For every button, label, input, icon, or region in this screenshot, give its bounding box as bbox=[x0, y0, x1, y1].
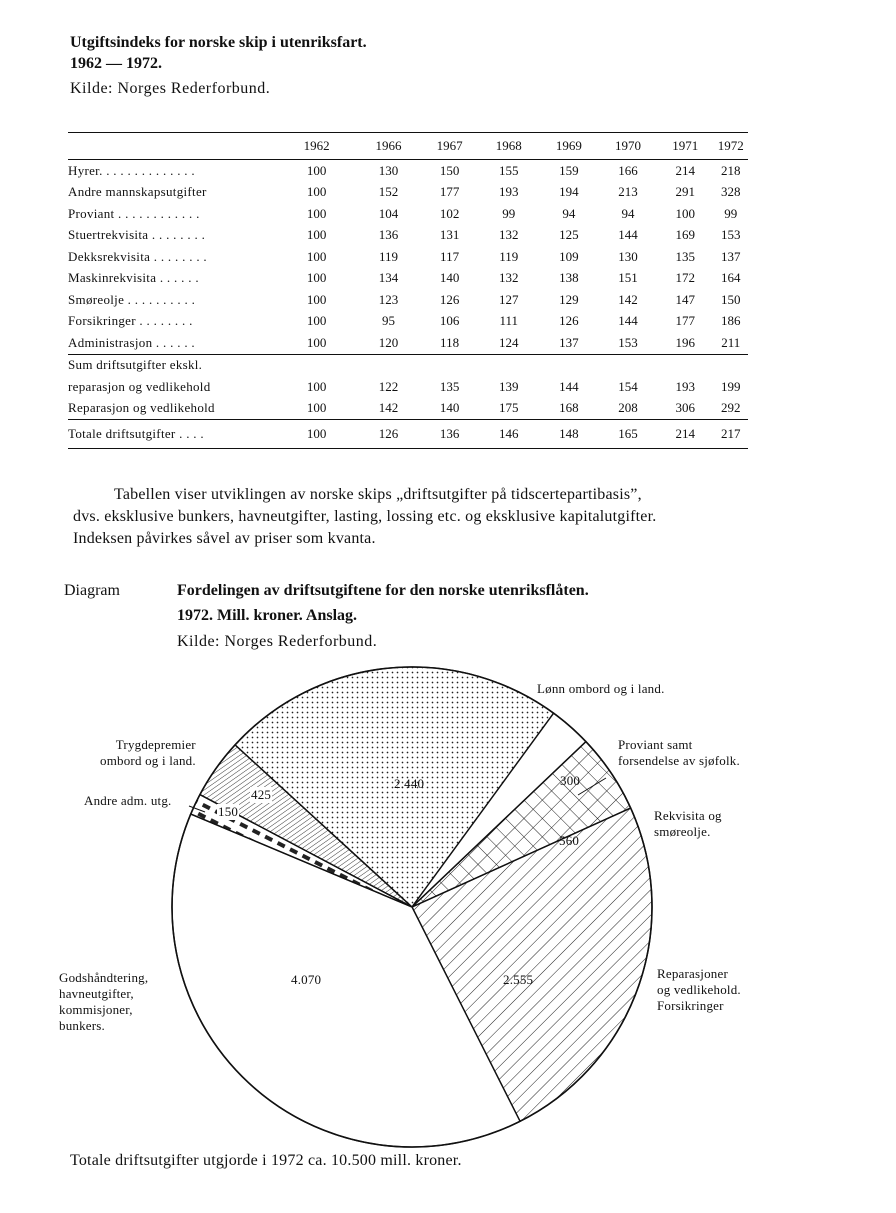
table-cell: 123 bbox=[378, 291, 399, 307]
row-label: Stuertrekvisita . . . . . . . . bbox=[68, 227, 206, 243]
table-cell: 127 bbox=[498, 291, 519, 307]
table-cell: 131 bbox=[439, 227, 460, 243]
table-cell: 152 bbox=[378, 184, 399, 200]
table-cell: 120 bbox=[378, 334, 399, 350]
paragraph-line-3: Indeksen påvirkes såvel av priser som kvanta. bbox=[73, 530, 376, 547]
slice-category-label: Andre adm. utg. bbox=[84, 793, 172, 808]
table-cell: 109 bbox=[559, 248, 579, 264]
table-cell: 136 bbox=[420, 420, 478, 449]
table-cell: 146 bbox=[479, 420, 539, 449]
row-label: Proviant . . . . . . . . . . . . bbox=[68, 205, 200, 221]
table-cell: 135 bbox=[439, 378, 460, 394]
table-cell: 126 bbox=[357, 420, 421, 449]
table-cell: 99 bbox=[502, 205, 516, 221]
table-cell: 117 bbox=[440, 248, 460, 264]
slice-category-label: Godshåndtering, havneutgifter, kommisjoner, bunkers. bbox=[59, 970, 149, 1033]
column-header: 1972 bbox=[713, 133, 748, 160]
table-cell: 193 bbox=[675, 378, 695, 394]
table-cell: 134 bbox=[378, 270, 399, 286]
column-header: 1971 bbox=[657, 133, 713, 160]
table-cell: 126 bbox=[559, 313, 579, 329]
column-header: 1970 bbox=[599, 133, 657, 160]
table-cell: 129 bbox=[559, 291, 579, 307]
table-cell: 172 bbox=[675, 270, 695, 286]
table-cell: 194 bbox=[559, 184, 579, 200]
table-cell: 132 bbox=[498, 270, 519, 286]
paragraph-line-1: Tabellen viser utviklingen av norske skips „driftsutgifter på tidscertepartibasis”, bbox=[114, 486, 642, 503]
row-label: Forsikringer . . . . . . . . bbox=[68, 313, 193, 329]
table-cell: 125 bbox=[559, 227, 579, 243]
table-cell: 94 bbox=[562, 205, 576, 221]
table-cell: 106 bbox=[439, 313, 460, 329]
table-cell: 199 bbox=[720, 378, 741, 394]
table-title: Utgiftsindeks for norske skip i utenriksfart. bbox=[70, 34, 367, 51]
table-cell: 100 bbox=[306, 184, 327, 200]
table-cell: 144 bbox=[559, 378, 579, 394]
table-cell: 291 bbox=[675, 184, 695, 200]
table-cell: 150 bbox=[720, 291, 741, 307]
slice-value-label: 300 bbox=[560, 773, 581, 788]
table-cell: 214 bbox=[657, 420, 713, 449]
table-cell: 126 bbox=[439, 291, 460, 307]
table-cell: 175 bbox=[498, 400, 519, 416]
table-cell: 100 bbox=[306, 162, 327, 178]
table-cell: 104 bbox=[378, 205, 399, 221]
column-header: 1967 bbox=[420, 133, 478, 160]
table-cell: 292 bbox=[720, 400, 741, 416]
column-header: 1966 bbox=[357, 133, 421, 160]
slice-value-label: 560 bbox=[559, 833, 580, 848]
table-cell: 165 bbox=[599, 420, 657, 449]
table-cell: 130 bbox=[618, 248, 638, 264]
table-cell: 144 bbox=[618, 313, 638, 329]
table-cell: 119 bbox=[499, 248, 519, 264]
table-cell: 208 bbox=[618, 400, 638, 416]
table-cell: 147 bbox=[675, 291, 695, 307]
table-cell: 193 bbox=[498, 184, 519, 200]
table-cell: 164 bbox=[720, 270, 741, 286]
table-cell: 137 bbox=[720, 248, 741, 264]
row-label: Reparasjon og vedlikehold bbox=[68, 400, 215, 416]
table-cell: 218 bbox=[720, 162, 741, 178]
row-label: Hyrer. . . . . . . . . . . . . . bbox=[68, 162, 195, 178]
table-cell: 186 bbox=[720, 313, 741, 329]
table-cell: 306 bbox=[675, 400, 695, 416]
table-cell: 168 bbox=[559, 400, 579, 416]
table-cell: 119 bbox=[379, 248, 399, 264]
table-cell: 100 bbox=[306, 378, 327, 394]
table-cell: 100 bbox=[306, 313, 327, 329]
slice-value-label: 2.440 bbox=[394, 776, 425, 791]
table-cell: 122 bbox=[378, 378, 399, 394]
row-label: Maskinrekvisita . . . . . . bbox=[68, 270, 199, 286]
table-cell: 100 bbox=[277, 420, 357, 449]
table-cell: 214 bbox=[675, 162, 695, 178]
table-cell: 177 bbox=[675, 313, 695, 329]
row-label: reparasjon og vedlikehold bbox=[68, 378, 211, 394]
table-cell: 100 bbox=[306, 248, 327, 264]
table-cell: 211 bbox=[721, 334, 741, 350]
table-cell: 94 bbox=[621, 205, 635, 221]
table-cell: 100 bbox=[306, 227, 327, 243]
row-label: Smøreolje . . . . . . . . . . bbox=[68, 291, 196, 307]
table-cell: 99 bbox=[724, 205, 738, 221]
table-cell: 139 bbox=[498, 378, 519, 394]
diagram-title: Fordelingen av driftsutgiftene for den norske utenriksflåten. bbox=[177, 582, 589, 599]
diagram-label: Diagram bbox=[64, 582, 120, 599]
table-cell: 150 bbox=[439, 162, 460, 178]
slice-value-label: 150 bbox=[218, 804, 239, 819]
slice-category-label: Proviant samt forsendelse av sjøfolk. bbox=[618, 737, 740, 768]
table-cell: 100 bbox=[675, 205, 695, 221]
table-cell: 154 bbox=[618, 378, 638, 394]
table-cell: 177 bbox=[439, 184, 460, 200]
table-cell: 137 bbox=[559, 334, 579, 350]
table-cell: 153 bbox=[720, 227, 741, 243]
diagram-subtitle: 1972. Mill. kroner. Anslag. bbox=[177, 607, 358, 624]
diagram-source: Kilde: Norges Rederforbund. bbox=[177, 633, 378, 650]
table-cell: 136 bbox=[378, 227, 399, 243]
row-label: Sum driftsutgifter ekskl. bbox=[68, 354, 277, 376]
column-header: 1969 bbox=[539, 133, 599, 160]
table-cell: 138 bbox=[559, 270, 579, 286]
table-cell: 100 bbox=[306, 291, 327, 307]
table-cell: 100 bbox=[306, 400, 327, 416]
table-cell: 148 bbox=[539, 420, 599, 449]
table-cell: 196 bbox=[675, 334, 695, 350]
table-cell: 213 bbox=[618, 184, 638, 200]
table-cell: 142 bbox=[378, 400, 399, 416]
slice-value-label: 2.555 bbox=[503, 972, 534, 987]
table-cell: 142 bbox=[618, 291, 638, 307]
table-cell: 102 bbox=[439, 205, 460, 221]
table-cell: 140 bbox=[439, 270, 460, 286]
slice-category-label: Reparasjoner og vedlikehold. Forsikringer bbox=[657, 966, 741, 1013]
paragraph-line-2: dvs. eksklusive bunkers, havneutgifter, lasting, lossing etc. og eksklusive kapitalutgifter. bbox=[73, 508, 657, 525]
table-cell: 144 bbox=[618, 227, 638, 243]
slice-category-label: Rekvisita og smøreolje. bbox=[654, 808, 722, 839]
table-cell: 159 bbox=[559, 162, 579, 178]
table-cell: 132 bbox=[498, 227, 519, 243]
table-cell: 166 bbox=[618, 162, 638, 178]
row-label: Totale driftsutgifter . . . . bbox=[68, 420, 277, 449]
table-cell: 217 bbox=[713, 420, 748, 449]
slice-value-label: 4.070 bbox=[291, 972, 322, 987]
slice-value-label: 425 bbox=[251, 787, 272, 802]
table-cell: 135 bbox=[675, 248, 695, 264]
column-header: 1968 bbox=[479, 133, 539, 160]
table-cell: 151 bbox=[618, 270, 638, 286]
table-years: 1962 — 1972. bbox=[70, 55, 162, 72]
slice-category-label: Trygdepremier ombord og i land. bbox=[100, 737, 196, 768]
table-cell: 100 bbox=[306, 334, 327, 350]
table-cell: 153 bbox=[618, 334, 638, 350]
table-cell: 124 bbox=[498, 334, 519, 350]
table-cell: 328 bbox=[720, 184, 741, 200]
table-cell: 140 bbox=[439, 400, 460, 416]
table-cell: 118 bbox=[440, 334, 460, 350]
table-cell: 100 bbox=[306, 270, 327, 286]
table-cell: 95 bbox=[382, 313, 396, 329]
row-label: Andre mannskapsutgifter bbox=[68, 184, 207, 200]
column-header: 1962 bbox=[277, 133, 357, 160]
row-label: Dekksrekvisita . . . . . . . . bbox=[68, 248, 207, 264]
table-source: Kilde: Norges Rederforbund. bbox=[70, 80, 271, 97]
table-cell: 111 bbox=[499, 313, 518, 329]
table-cell: 169 bbox=[675, 227, 695, 243]
table-cell: 155 bbox=[498, 162, 519, 178]
table-cell: 100 bbox=[306, 205, 327, 221]
row-label: Administrasjon . . . . . . bbox=[68, 334, 195, 350]
footer-note: Totale driftsutgifter utgjorde i 1972 ca. 10.500 mill. kroner. bbox=[70, 1152, 462, 1169]
slice-category-label: Lønn ombord og i land. bbox=[537, 681, 665, 696]
table-cell: 130 bbox=[378, 162, 399, 178]
